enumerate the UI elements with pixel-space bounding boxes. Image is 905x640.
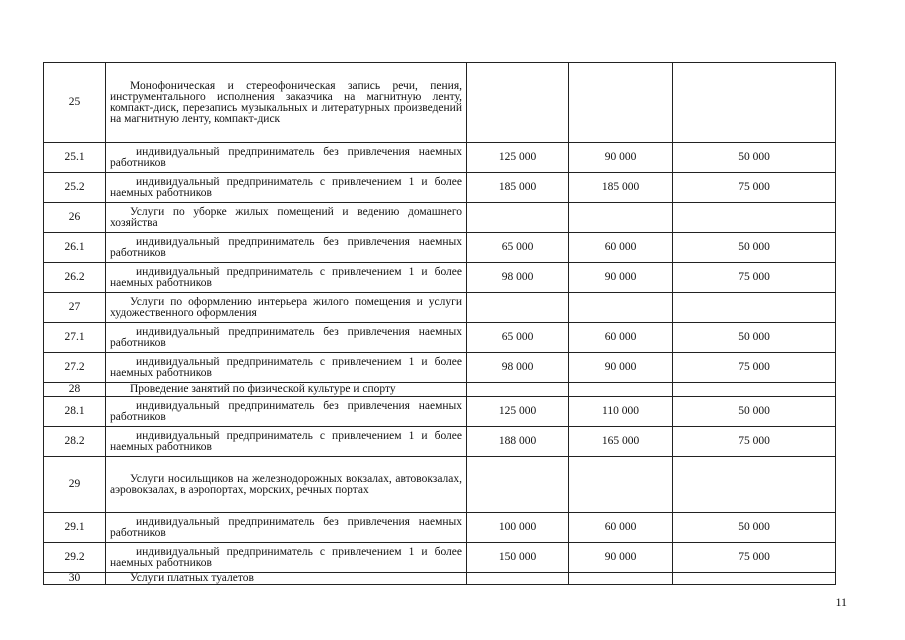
table-row — [44, 323, 836, 353]
value-cell-1: 125 000 — [467, 397, 569, 427]
value-cell-3 — [673, 293, 836, 323]
rates-table — [43, 62, 836, 585]
value-cell-3: 50 000 — [673, 513, 836, 543]
row-number: 27.2 — [44, 353, 106, 383]
value-cell-1 — [467, 457, 569, 513]
value-cell-3 — [673, 383, 836, 397]
table-row — [44, 173, 836, 203]
service-name: индивидуальный предприниматель с привлечением 1 и более наемных работников — [106, 353, 467, 383]
table-row — [44, 203, 836, 233]
value-cell-3 — [673, 203, 836, 233]
value-cell-1 — [467, 573, 569, 585]
value-cell-2: 110 000 — [569, 397, 673, 427]
row-number: 29.1 — [44, 513, 106, 543]
value-cell-3 — [673, 63, 836, 143]
value-cell-3: 75 000 — [673, 173, 836, 203]
value-cell-2 — [569, 203, 673, 233]
value-cell-2: 60 000 — [569, 233, 673, 263]
table-row — [44, 513, 836, 543]
table-row — [44, 263, 836, 293]
value-cell-1 — [467, 293, 569, 323]
service-name: индивидуальный предприниматель с привлечением 1 и более наемных работников — [106, 427, 467, 457]
value-cell-2: 60 000 — [569, 323, 673, 353]
service-name: Услуги платных туалетов — [106, 573, 467, 585]
service-name: Услуги носильщиков на железнодорожных вокзалах, автовокзалах, аэровокзалах, в аэропортах, морских, речных портах — [106, 457, 467, 513]
value-cell-2: 165 000 — [569, 427, 673, 457]
value-cell-2: 90 000 — [569, 263, 673, 293]
row-number: 30 — [44, 573, 106, 585]
value-cell-2 — [569, 457, 673, 513]
row-number: 29 — [44, 457, 106, 513]
value-cell-2: 90 000 — [569, 543, 673, 573]
value-cell-3 — [673, 457, 836, 513]
row-number: 25.2 — [44, 173, 106, 203]
table-row — [44, 427, 836, 457]
row-number: 29.2 — [44, 543, 106, 573]
value-cell-2 — [569, 573, 673, 585]
service-name: Услуги по уборке жилых помещений и ведению домашнего хозяйства — [106, 203, 467, 233]
value-cell-1: 100 000 — [467, 513, 569, 543]
row-number: 27 — [44, 293, 106, 323]
row-number: 26.2 — [44, 263, 106, 293]
value-cell-1: 150 000 — [467, 543, 569, 573]
value-cell-3: 75 000 — [673, 353, 836, 383]
row-number: 28.1 — [44, 397, 106, 427]
table-row — [44, 233, 836, 263]
value-cell-1: 98 000 — [467, 353, 569, 383]
row-number: 28.2 — [44, 427, 106, 457]
value-cell-3: 75 000 — [673, 263, 836, 293]
value-cell-3: 50 000 — [673, 323, 836, 353]
value-cell-3: 75 000 — [673, 427, 836, 457]
table-row — [44, 63, 836, 143]
service-name: Проведение занятий по физической культуре и спорту — [106, 383, 467, 397]
value-cell-3: 50 000 — [673, 233, 836, 263]
table-row — [44, 457, 836, 513]
value-cell-2: 185 000 — [569, 173, 673, 203]
service-name: Монофоническая и стереофоническая запись речи, пения, инструментального исполнения заказчика на магнитную ленту, компакт-диск, перезапись музыкальных и литературных произведений на магнитную ленту, компакт-диск — [106, 63, 467, 143]
row-number: 28 — [44, 383, 106, 397]
service-name: индивидуальный предприниматель без привлечения наемных работников — [106, 233, 467, 263]
row-number: 26.1 — [44, 233, 106, 263]
row-number: 25.1 — [44, 143, 106, 173]
value-cell-2 — [569, 63, 673, 143]
page-number: 11 — [835, 595, 847, 609]
service-name: индивидуальный предприниматель с привлечением 1 и более наемных работников — [106, 173, 467, 203]
row-number: 25 — [44, 63, 106, 143]
value-cell-1: 98 000 — [467, 263, 569, 293]
value-cell-1: 65 000 — [467, 233, 569, 263]
value-cell-1: 185 000 — [467, 173, 569, 203]
value-cell-2: 60 000 — [569, 513, 673, 543]
value-cell-2: 90 000 — [569, 353, 673, 383]
value-cell-2 — [569, 293, 673, 323]
value-cell-2 — [569, 383, 673, 397]
service-name: индивидуальный предприниматель без привлечения наемных работников — [106, 513, 467, 543]
value-cell-1: 125 000 — [467, 143, 569, 173]
table-row — [44, 383, 836, 397]
value-cell-3: 50 000 — [673, 143, 836, 173]
table-row — [44, 293, 836, 323]
service-name: индивидуальный предприниматель без привлечения наемных работников — [106, 323, 467, 353]
service-name: Услуги по оформлению интерьера жилого помещения и услуги художественного оформления — [106, 293, 467, 323]
table-row — [44, 573, 836, 585]
service-name: индивидуальный предприниматель с привлечением 1 и более наемных работников — [106, 543, 467, 573]
table-row — [44, 543, 836, 573]
value-cell-3 — [673, 573, 836, 585]
row-number: 27.1 — [44, 323, 106, 353]
value-cell-2: 90 000 — [569, 143, 673, 173]
value-cell-1 — [467, 203, 569, 233]
value-cell-1: 65 000 — [467, 323, 569, 353]
value-cell-3: 75 000 — [673, 543, 836, 573]
value-cell-1 — [467, 383, 569, 397]
row-number: 26 — [44, 203, 106, 233]
service-name: индивидуальный предприниматель с привлечением 1 и более наемных работников — [106, 263, 467, 293]
table-row — [44, 143, 836, 173]
service-name: индивидуальный предприниматель без привлечения наемных работников — [106, 397, 467, 427]
service-name: индивидуальный предприниматель без привлечения наемных работников — [106, 143, 467, 173]
value-cell-1 — [467, 63, 569, 143]
table-row — [44, 397, 836, 427]
value-cell-1: 188 000 — [467, 427, 569, 457]
value-cell-3: 50 000 — [673, 397, 836, 427]
table-row — [44, 353, 836, 383]
